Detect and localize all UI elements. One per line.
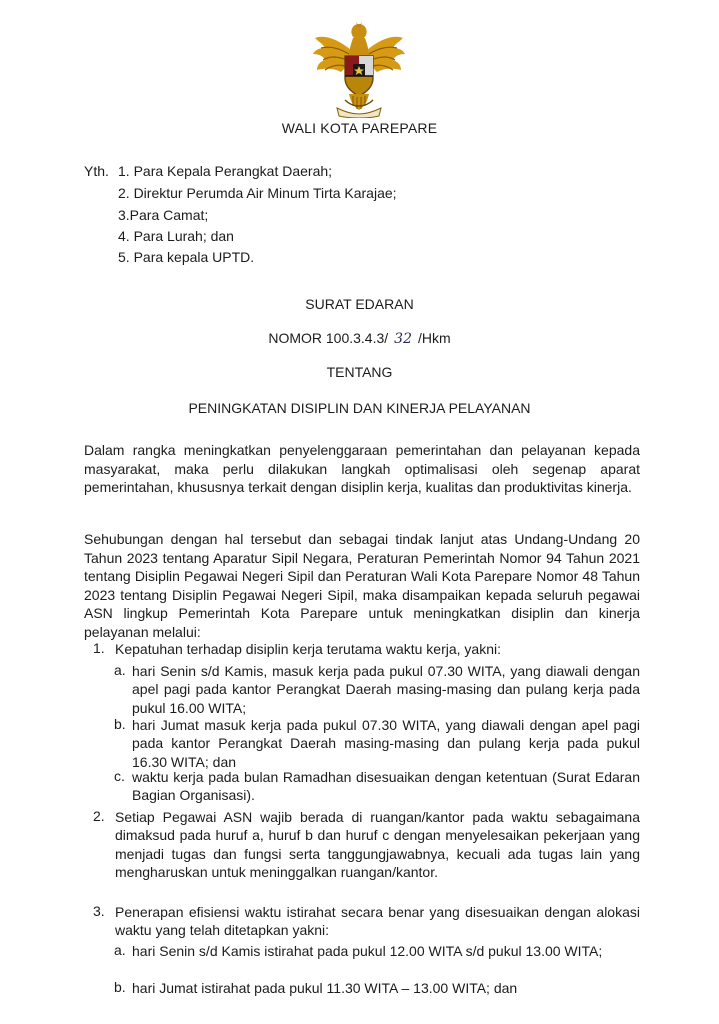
paragraph-text: Sehubungan dengan hal tersebut dan sebagai tindak lanjut atas Undang-Undang 20 Tahun 2023 tentang Aparatur Sipil Negara, Peraturan Pemerintah Nomor 94 Tahun 2021 tentang Disiplin Pegawai Negeri Sipil dan Peraturan Wali Kota Parepare Nomor 48 Tahun 2023 tentang Disiplin Pegawai Negeri Sipil, maka disampaikan kepada seluruh pegawai ASN lingkup Pemerintah Kota Parepare untuk meningkatkan disiplin dan kinerja pelayanan melalui: <box>84 531 640 640</box>
list-item: Kepatuhan terhadap disiplin kerja terutama waktu kerja, yakni: <box>115 641 501 657</box>
recipient-item: 5. Para kepala UPTD. <box>118 249 255 265</box>
number-prefix: NOMOR 100.3.4.3/ <box>268 330 389 346</box>
sub-list-item: waktu kerja pada bulan Ramadhan disesuaikan dengan ketentuan (Surat Edaran Bagian Organisasi). <box>132 769 640 804</box>
paragraph-text: Dalam rangka meningkatkan penyelenggaraan pemerintahan dan pelayanan kepada masyarakat, maka perlu dilakukan langkah optimalisasi oleh segenap aparat pemerintahan, khususnya terkait dengan disiplin kerja, kualitas dan produktivitas kinerja. <box>84 442 640 496</box>
number-suffix: /Hkm <box>417 330 451 346</box>
sub-list-marker: a. <box>114 662 126 678</box>
list-marker: 3. <box>93 903 105 919</box>
authority-title: WALI KOTA PAREPARE <box>281 120 438 136</box>
sub-list-item: hari Jumat istirahat pada pukul 11.30 WITA – 13.00 WITA; dan <box>132 980 518 996</box>
sub-list-item: hari Senin s/d Kamis, masuk kerja pada pukul 07.30 WITA, yang diawali dengan apel pagi pada kantor Perangkat Daerah masing-masing dan pulang kerja pada pukul 16.00 WITA; <box>132 663 640 716</box>
body-paragraph <box>84 441 640 497</box>
recipient-item: 2. Direktur Perumda Air Minum Tirta Karajae; <box>118 185 397 201</box>
body-paragraph <box>84 530 640 642</box>
garuda-emblem-icon <box>309 20 409 118</box>
handwritten-number: 32 <box>394 331 412 347</box>
list-marker: 1. <box>93 640 105 656</box>
sub-list-marker: b. <box>114 716 126 732</box>
letter-number <box>0 330 719 347</box>
list-item: Penerapan efisiensi waktu istirahat secara benar yang disesuaikan dengan alokasi waktu yang telah ditetapkan yakni: <box>115 904 640 939</box>
sub-list-marker: a. <box>114 942 126 958</box>
letter-about: TENTANG <box>326 364 393 380</box>
sub-list-item: hari Jumat masuk kerja pada pukul 07.30 WITA, yang diawali dengan apel pagi pada kantor Perangkat Daerah masing-masing dan pulang kerja pada pukul 16.30 WITA; dan <box>132 717 640 770</box>
list-marker: 2. <box>93 808 105 824</box>
letter-type: SURAT EDARAN <box>305 296 414 312</box>
sub-list-marker: c. <box>114 768 125 784</box>
recipient-item: 4. Para Lurah; dan <box>118 228 234 244</box>
recipient-item: 1. Para Kepala Perangkat Daerah; <box>118 163 333 179</box>
sub-list-marker: b. <box>114 979 126 995</box>
recipient-label: Yth. <box>84 163 109 179</box>
list-item: Setiap Pegawai ASN wajib berada di ruangan/kantor pada waktu sebagaimana dimaksud pada huruf a, huruf b dan huruf c dengan menyelesaikan pekerjaan yang menjadi tugas dan fungsi serta tanggungjawabnya, kecuali ada tugas lain yang mengharuskan untuk meninggalkan ruangan/kantor. <box>115 809 640 881</box>
recipient-item: 3.Para Camat; <box>118 207 209 223</box>
letter-subject: PENINGKATAN DISIPLIN DAN KINERJA PELAYANAN <box>188 400 531 416</box>
sub-list-item: hari Senin s/d Kamis istirahat pada pukul 12.00 WITA s/d pukul 13.00 WITA; <box>132 943 603 959</box>
